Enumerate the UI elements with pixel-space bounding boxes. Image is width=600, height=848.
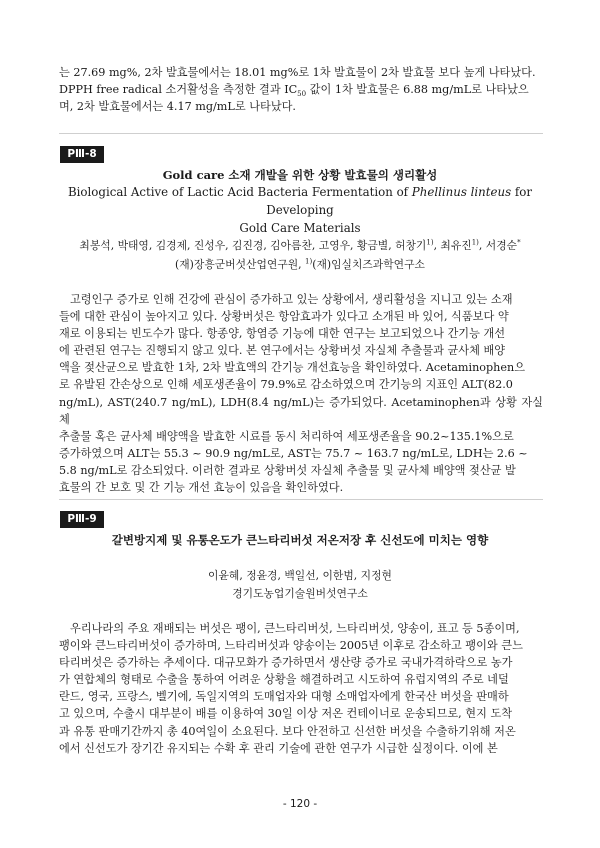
authors-part-a: 최봉석, 박태영, 김경제, 진성우, 김진경, 김아름찬, 고영우, 황금별, 허창기: [79, 239, 427, 252]
section-divider-2: [59, 499, 543, 500]
authors-sup-1: 1): [426, 238, 434, 247]
authors-sup-3: *: [517, 238, 521, 247]
body1-line: 에 관련된 연구는 진행되지 않고 있다. 본 연구에서는 상황버섯 자실체 추출물과 균사체 배양: [59, 344, 506, 358]
body1-line: 들에 대한 관심이 높아지고 있다. 상황버섯은 항암효과가 있다고 소개된 바 있어, 식품보다 약: [59, 310, 509, 324]
authors-part-b: , 최유진: [433, 239, 472, 252]
body1-line: 추출물 혹은 균사체 배양액을 발효한 시료를 동시 처리하여 세포생존율을 90.2~135.1%으로: [59, 429, 514, 443]
section1-title-korean: Gold care 소재 개발을 위한 상황 발효물의 생리활성: [162, 168, 438, 182]
body1-line: 고령인구 증가로 인해 건강에 관심이 증가하고 있는 상황에서, 생리활성을 지니고 있는 소재: [70, 293, 513, 306]
body2-line: 우리나라의 주요 재배되는 버섯은 팽이, 큰느타리버섯, 느타리버섯, 양송이, 표고 등 5종이며,: [70, 622, 520, 635]
body2-line: 란드, 영국, 프랑스, 벨기에, 독일지역의 도매업자와 대형 소매업자에게 한국산 버섯을 판매하: [59, 690, 509, 704]
affil-part-a: (재)장흥군버섯산업연구원,: [175, 258, 306, 271]
body1-line: 5.8 ng/mL로 감소되었다. 이러한 결과로 상황버섯 자실체 추출물 및 균사체 배양액 젖산균 발: [59, 463, 516, 477]
top-line-2a: DPPH free radical 소거활성을 측정한 결과 IC: [59, 83, 298, 97]
top-line-2b: 값이 1차 발효물은 6.88 mg/mL로 나타났으: [306, 83, 529, 97]
body1-line: 액을 젖산균으로 발효한 1차, 2차 발효액의 간기능 개선효능을 확인하였다. Acetaminophen으: [59, 361, 526, 375]
section1-title-english: [40, 183, 560, 237]
section1-affiliation: [40, 256, 560, 274]
body2-line: 과 유통 판매기간까지 총 40여일이 소요된다. 보다 안전하고 신선한 버섯을 수출하기위해 저온: [59, 724, 516, 738]
section1-authors: [40, 237, 560, 255]
body2-line: 고 있으며, 수출시 대부분이 배를 이용하여 30일 이상 저온 컨테이너로 운송되므로, 현지 도착: [59, 707, 513, 721]
body1-line: 로 유발된 간손상으로 인해 세포생존율이 79.9%로 감소하였으며 간기능의 지표인 ALT(82.0: [59, 378, 513, 392]
authors-part-c: , 서경순: [478, 239, 518, 252]
title-en-part-c: Gold Care Materials: [239, 221, 361, 235]
section2-body: [59, 620, 543, 757]
section2-affiliation: 경기도농업기술원버섯연구소: [232, 587, 368, 600]
top-paragraph: [59, 64, 543, 115]
title-en-part-a: Biological Active of Lactic Acid Bacteria Fermentation of: [67, 185, 412, 199]
body1-line: 재로 이용되는 빈도수가 많다. 항종양, 항염증 기능에 대한 연구는 보고되었으나 간기능 개선: [59, 327, 506, 341]
section2-title-korean: 갈변방지제 및 유통온도가 큰느타리버섯 저온저장 후 신선도에 미치는 영향: [111, 533, 489, 547]
section-label-p3-9: PⅢ-9: [60, 511, 104, 528]
affil-part-b: (재)임실치즈과학연구소: [312, 258, 425, 271]
body1-line: 증가하였으며 ALT는 55.3 ~ 90.9 ng/mL로, AST는 75.7 ~ 163.7 ng/mL로, LDH는 2.6 ~: [59, 446, 528, 460]
section2-authors: 이윤혜, 정윤경, 백일선, 이한범, 지정현: [208, 569, 392, 582]
affil-sup: 1): [305, 257, 313, 266]
section-divider-1: [59, 133, 543, 134]
title-en-species: Phellinus linteus: [411, 185, 512, 199]
body2-line: 팽이와 큰느타리버섯이 증가하며, 느타리버섯과 양송이는 2005년 이후로 감소하고 팽이와 큰느: [59, 639, 523, 653]
body2-line: 가 연합체의 형태로 수출을 통하여 어려운 상황을 해결하려고 시도하여 유럽지역의 주로 네덜: [59, 673, 509, 687]
page-number: - 120 -: [282, 798, 318, 810]
ic50-subscript: 50: [297, 90, 307, 99]
section1-body: [59, 291, 543, 496]
body2-line: 에서 신선도가 장기간 유지되는 수확 후 관리 기술에 관한 연구가 시급한 실정이다. 이에 본: [59, 741, 498, 755]
top-line-3: 며, 2차 발효물에서는 4.17 mg/mL로 나타났다.: [59, 100, 296, 114]
body2-line: 타리버섯은 증가하는 추세이다. 대규모화가 증가하면서 생산량 증가로 국내가격하락으로 농가: [59, 656, 513, 670]
body1-line: 효물의 간 보호 및 간 기능 개선 효능이 있음을 확인하였다.: [59, 481, 344, 495]
authors-sup-2: 1): [471, 238, 479, 247]
section-label-p3-8: PⅢ-8: [60, 146, 104, 163]
title-en-part-b: for Developing: [266, 185, 533, 217]
top-line-1: 는 27.69 mg%, 2차 발효물에서는 18.01 mg%로 1차 발효물이 2차 발효물 보다 높게 나타났다.: [59, 66, 536, 79]
body1-line: ng/mL), AST(240.7 ng/mL), LDH(8.4 ng/mL)는 증가되었다. Acetaminophen과 상황 자실체: [59, 395, 543, 426]
